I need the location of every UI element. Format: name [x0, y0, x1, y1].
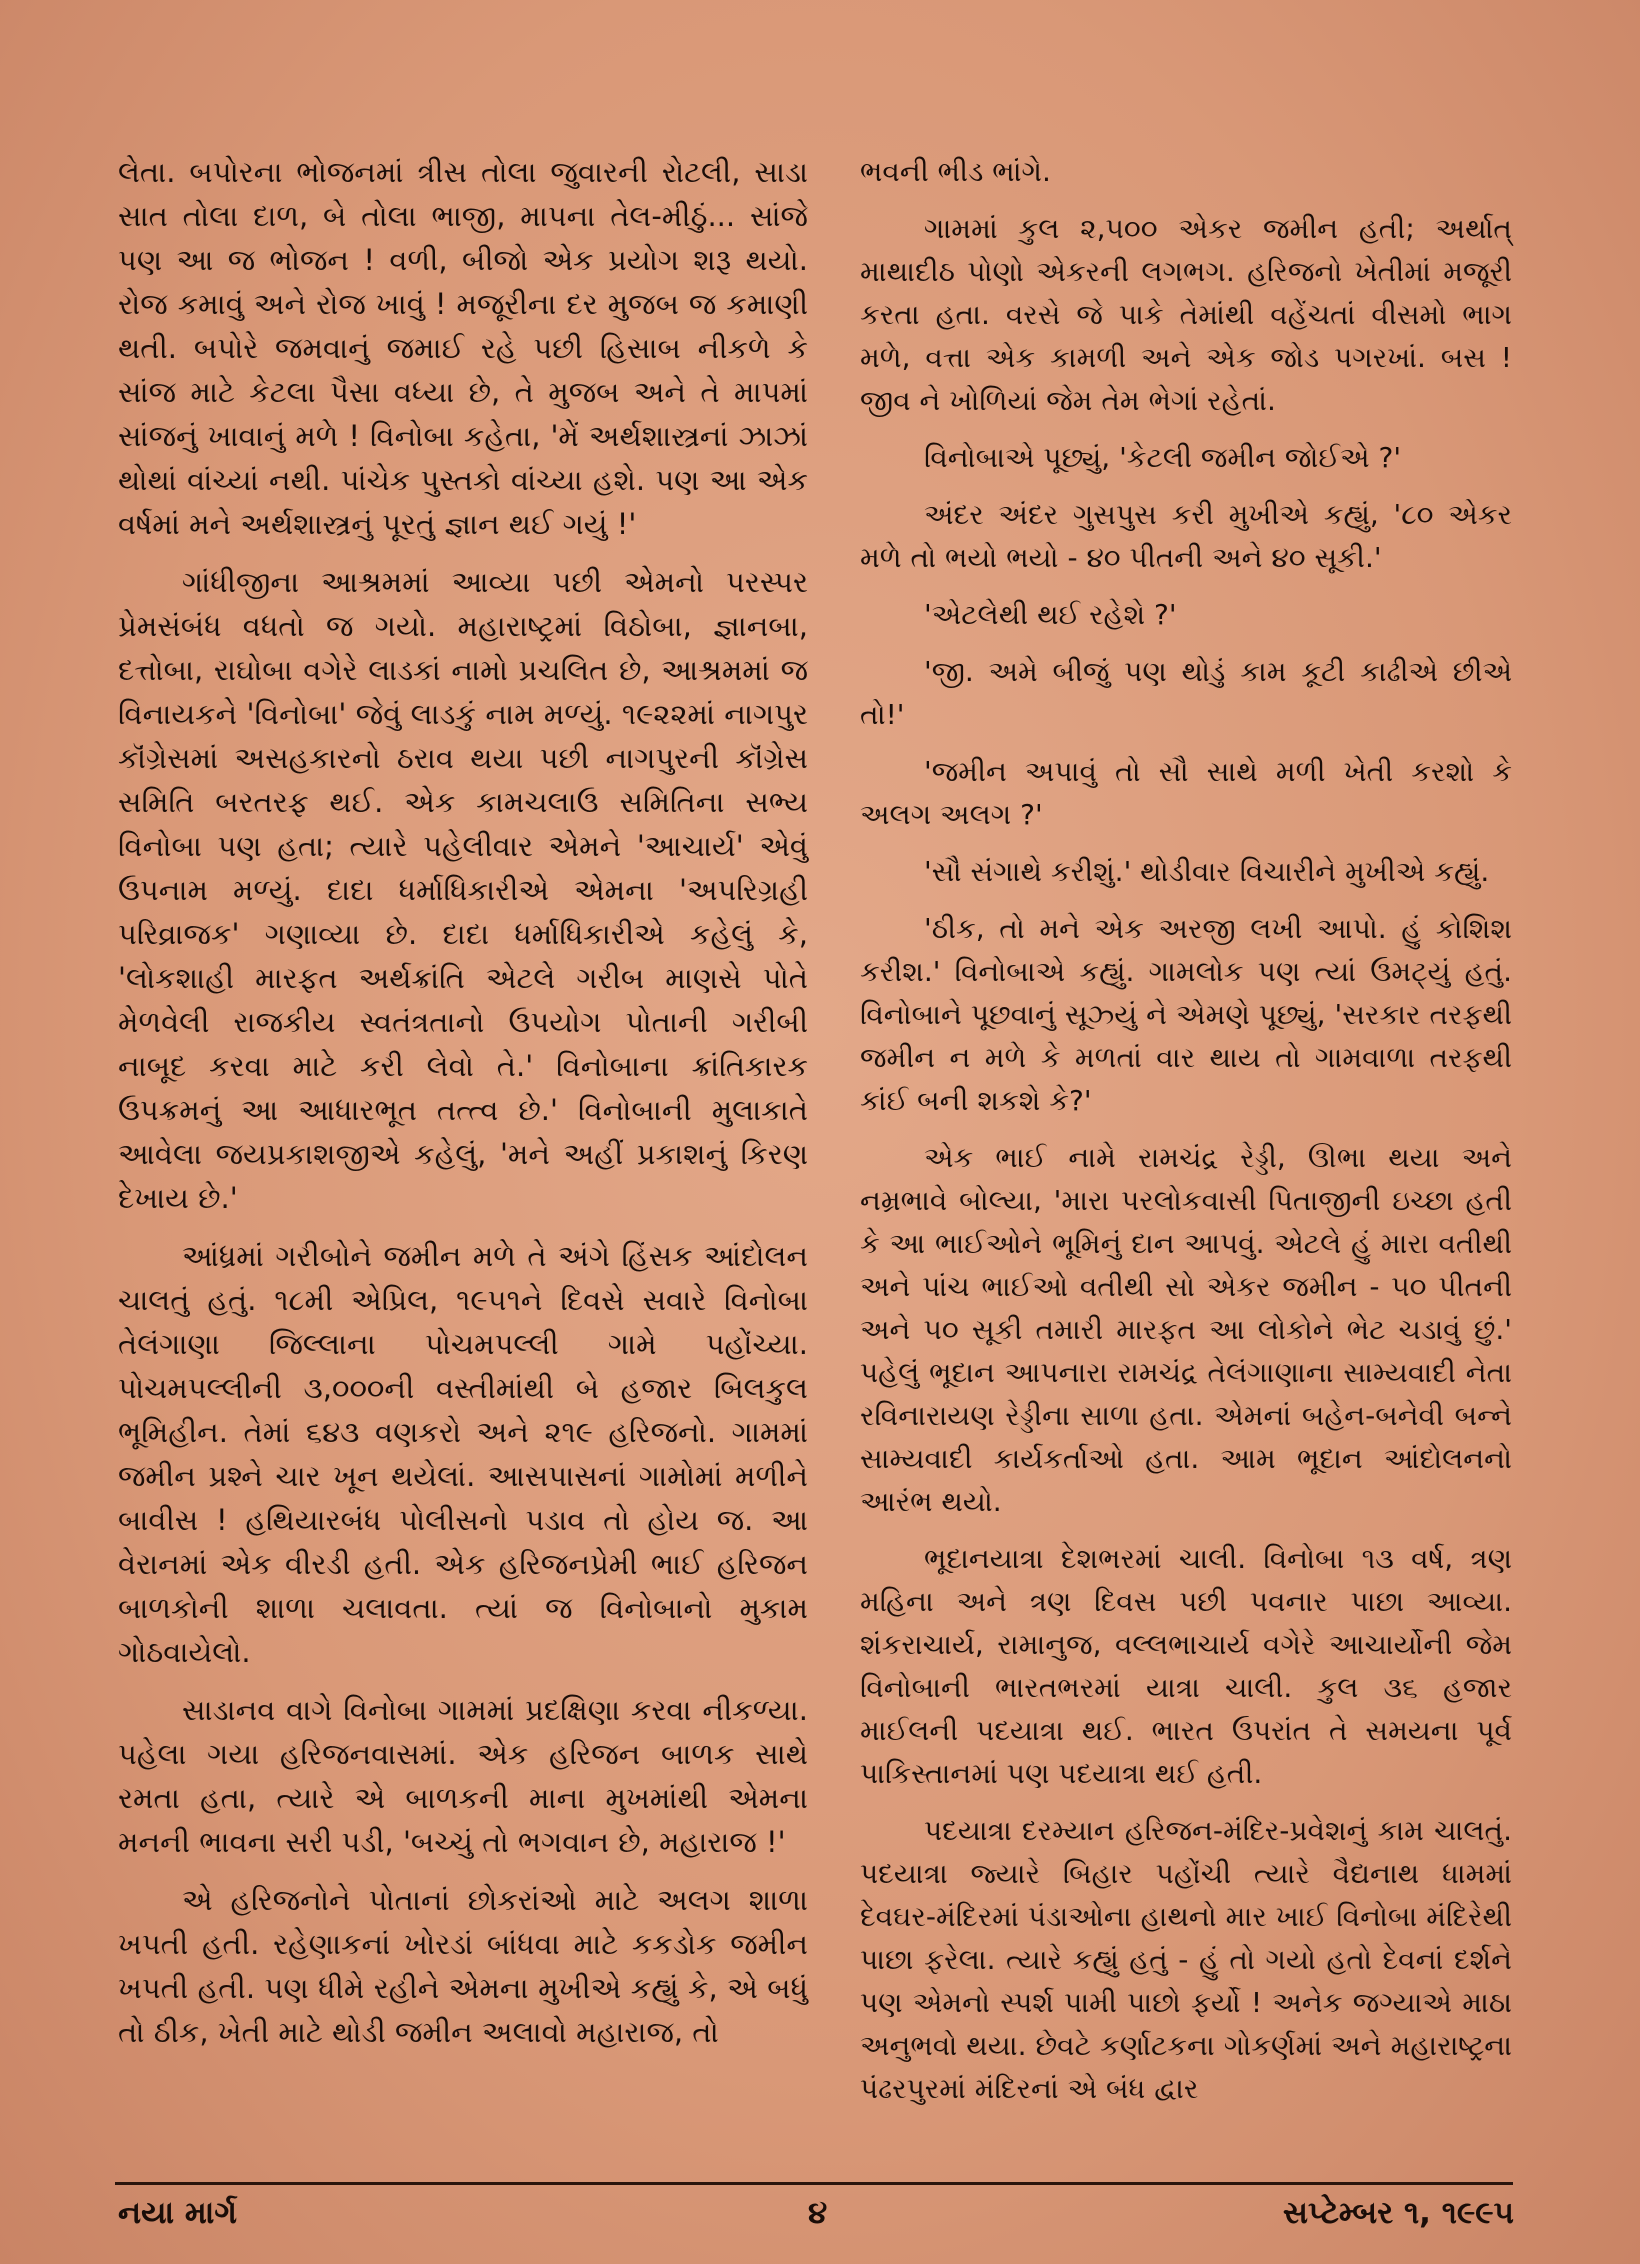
paragraph: 'જી. અમે બીજું પણ થોડું કામ કૂટી કાઢીએ છીએ તો!' — [860, 655, 1512, 731]
paragraph: ગામમાં કુલ ૨,૫૦૦ એકર જમીન હતી; અર્થાત્ માથાદીઠ પોણો એકરની લગભગ. હરિજનો ખેતીમાં મજૂરી કરતા હતા. વરસે જે પાકે તેમાંથી વહેંચતાં વીસમો ભાગ મળે, વત્તા એક કામળી અને એક જોડ પગરખાં. બસ ! જીવ ને ખોળિયાં જેમ તેમ ભેગાં રહેતાં. — [860, 212, 1512, 417]
left-column — [118, 150, 808, 2068]
paragraph: ભવની ભીડ ભાંગે. — [860, 155, 1051, 188]
paragraph: 'જમીન અપાવું તો સૌ સાથે મળી ખેતી કરશો કે અલગ અલગ ?' — [860, 755, 1512, 831]
paragraph: વિનોબાએ પૂછ્યું, 'કેટલી જમીન જોઈએ ?' — [924, 441, 1402, 474]
paragraph: ભૂદાનયાત્રા દેશભરમાં ચાલી. વિનોબા ૧૩ વર્ષ, ત્રણ મહિના અને ત્રણ દિવસ પછી પવનાર પાછા આવ્યા. શંકરાચાર્ય, રામાનુજ, વલ્લભાચાર્ય વગેરે આચાર્યોની જેમ વિનોબાની ભારતભરમાં યાત્રા ચાલી. કુલ ૩૬ હજાર માઈલની પદયાત્રા થઈ. ભારત ઉપરાંત તે સમયના પૂર્વ પાકિસ્તાનમાં પણ પદયાત્રા થઈ હતી. — [860, 1542, 1512, 1790]
paragraph: સાડાનવ વાગે વિનોબા ગામમાં પ્રદક્ષિણા કરવા નીકળ્યા. પહેલા ગયા હરિજનવાસમાં. એક હરિજન બાળક સાથે રમતા હતા, ત્યારે એ બાળકની માના મુખમાંથી એમના મનની ભાવના સરી પડી, 'બચ્ચું તો ભગવાન છે, મહારાજ !' — [118, 1693, 808, 1859]
right-column — [860, 150, 1512, 2124]
paragraph: લેતા. બપોરના ભોજનમાં ત્રીસ તોલા જુવારની રોટલી, સાડા સાત તોલા દાળ, બે તોલા ભાજી, માપના તેલ-મીઠું... સાંજે પણ આ જ ભોજન ! વળી, બીજો એક પ્રયોગ શરૂ થયો. રોજ કમાવું અને રોજ ખાવું ! મજૂરીના દર મુજબ જ કમાણી થતી. બપોરે જમવાનું જમાઈ રહે પછી હિસાબ નીકળે કે સાંજ માટે કેટલા પૈસા વધ્યા છે, તે મુજબ અને તે માપમાં સાંજનું ખાવાનું મળે ! વિનોબા કહેતા, 'મેં અર્થશાસ્ત્રનાં ઝાઝાં થોથાં વાંચ્યાં નથી. પાંચેક પુસ્તકો વાંચ્યા હશે. પણ આ એક વર્ષમાં મને અર્થશાસ્ત્રનું પૂરતું જ્ઞાન થઈ ગયું !' — [118, 155, 808, 541]
paragraph: ગાંધીજીના આશ્રમમાં આવ્યા પછી એમનો પરસ્પર પ્રેમસંબંધ વધતો જ ગયો. મહારાષ્ટ્રમાં વિઠોબા, જ્ઞાનબા, દત્તોબા, રાઘોબા વગેરે લાડકાં નામો પ્રચલિત છે, આશ્રમમાં જ વિનાયકને 'વિનોબા' જેવું લાડકું નામ મળ્યું. ૧૯૨૨માં નાગપુર કૉંગ્રેસમાં અસહકારનો ઠરાવ થયા પછી નાગપુરની કૉંગ્રેસ સમિતિ બરતરફ થઈ. એક કામચલાઉ સમિતિના સભ્ય વિનોબા પણ હતા; ત્યારે પહેલીવાર એમને 'આચાર્ય' એવું ઉપનામ મળ્યું. દાદા ધર્માધિકારીએ એમના 'અપરિગ્રહી પરિવ્રાજક' ગણાવ્યા છે. દાદા ધર્માધિકારીએ કહેલું કે, 'લોકશાહી મારફત અર્થક્રાંતિ એટલે ગરીબ માણસે પોતે મેળવેલી રાજકીય સ્વતંત્રતાનો ઉપયોગ પોતાની ગરીબી નાબૂદ કરવા માટે કરી લેવો તે.' વિનોબાના ક્રાંતિકારક ઉપક્રમનું આ આધારભૂત તત્ત્વ છે.' વિનોબાની મુલાકાતે આવેલા જયપ્રકાશજીએ કહેલું, 'મને અહીં પ્રકાશનું કિરણ દેખાય છે.' — [118, 565, 808, 1215]
paragraph: આંધ્રમાં ગરીબોને જમીન મળે તે અંગે હિંસક આંદોલન ચાલતું હતું. ૧૮મી એપ્રિલ, ૧૯૫૧ને દિવસે સવારે વિનોબા તેલંગાણા જિલ્લાના પોચમપલ્લી ગામે પહોંચ્યા. પોચમપલ્લીની ૩,૦૦૦ની વસ્તીમાંથી બે હજાર બિલકુલ ભૂમિહીન. તેમાં ૬૪૩ વણકરો અને ૨૧૯ હરિજનો. ગામમાં જમીન પ્રશ્ને ચાર ખૂન થયેલાં. આસપાસનાં ગામોમાં મળીને બાવીસ ! હથિયારબંધ પોલીસનો પડાવ તો હોય જ. આ વેરાનમાં એક વીરડી હતી. એક હરિજનપ્રેમી ભાઈ હરિજન બાળકોની શાળા ચલાવતા. ત્યાં જ વિનોબાનો મુકામ ગોઠવાયેલો. — [118, 1239, 808, 1669]
paragraph: 'સૌ સંગાથે કરીશું.' થોડીવાર વિચારીને મુખીએ કહ્યું. — [924, 855, 1490, 888]
footer-divider — [115, 2182, 1513, 2185]
page-number: ૪ — [808, 2195, 828, 2231]
paragraph: 'એટલેથી થઈ રહેશે ?' — [924, 598, 1177, 631]
paragraph: અંદર અંદર ગુસપુસ કરી મુખીએ કહ્યું, '૮૦ એકર મળે તો ભયો ભયો - ૪૦ પીતની અને ૪૦ સૂકી.' — [860, 498, 1512, 574]
paragraph: એક ભાઈ નામે રામચંદ્ર રેડ્ડી, ઊભા થયા અને નમ્રભાવે બોલ્યા, 'મારા પરલોકવાસી પિતાજીની ઇચ્છા હતી કે આ ભાઈઓને ભૂમિનું દાન આપવું. એટલે હું મારા વતીથી અને પાંચ ભાઈઓ વતીથી સો એકર જમીન - ૫૦ પીતની અને ૫૦ સૂકી તમારી મારફત આ લોકોને ભેટ ચડાવું છું.' પહેલું ભૂદાન આપનારા રામચંદ્ર તેલંગાણાના સામ્યવાદી નેતા રવિનારાયણ રેડ્ડીના સાળા હતા. એમનાં બહેન-બનેવી બન્ને સામ્યવાદી કાર્યકર્તાઓ હતા. આમ ભૂદાન આંદોલનનો આરંભ થયો. — [860, 1141, 1512, 1518]
paragraph: પદયાત્રા દરમ્યાન હરિજન-મંદિર-પ્રવેશનું કામ ચાલતું. પદયાત્રા જ્યારે બિહાર પહોંચી ત્યારે વૈદ્યનાથ ધામમાં દેવઘર-મંદિરમાં પંડાઓના હાથનો માર ખાઈ વિનોબા મંદિરેથી પાછા ફરેલા. ત્યારે કહ્યું હતું - હું તો ગયો હતો દેવનાં દર્શને પણ એમનો સ્પર્શ પામી પાછો ફર્યો ! અનેક જગ્યાએ માઠા અનુભવો થયા. છેવટે કર્ણાટકના ગોકર્ણમાં અને મહારાષ્ટ્રના પંઢરપુરમાં મંદિરનાં એ બંધ દ્વાર — [860, 1814, 1512, 2105]
issue-date: સપ્ટેમ્બર ૧, ૧૯૯૫ — [1282, 2195, 1514, 2231]
paragraph: એ હરિજનોને પોતાનાં છોકરાંઓ માટે અલગ શાળા ખપતી હતી. રહેણાકનાં ખોરડાં બાંધવા માટે કકડોક જમીન ખપતી હતી. પણ ધીમે રહીને એમના મુખીએ કહ્યું કે, એ બધું તો ઠીક, ખેતી માટે થોડી જમીન અલાવો મહારાજ, તો — [118, 1883, 808, 2049]
paragraph: 'ઠીક, તો મને એક અરજી લખી આપો. હું કોશિશ કરીશ.' વિનોબાએ કહ્યું. ગામલોક પણ ત્યાં ઉમટ્યું હતું. વિનોબાને પૂછવાનું સૂઝ્યું ને એમણે પૂછ્યું, 'સરકાર તરફથી જમીન ન મળે કે મળતાં વાર થાય તો ગામવાળા તરફથી કાંઈ બની શકશે કે?' — [860, 912, 1512, 1117]
publication-name: નયા માર્ગ — [118, 2195, 237, 2231]
